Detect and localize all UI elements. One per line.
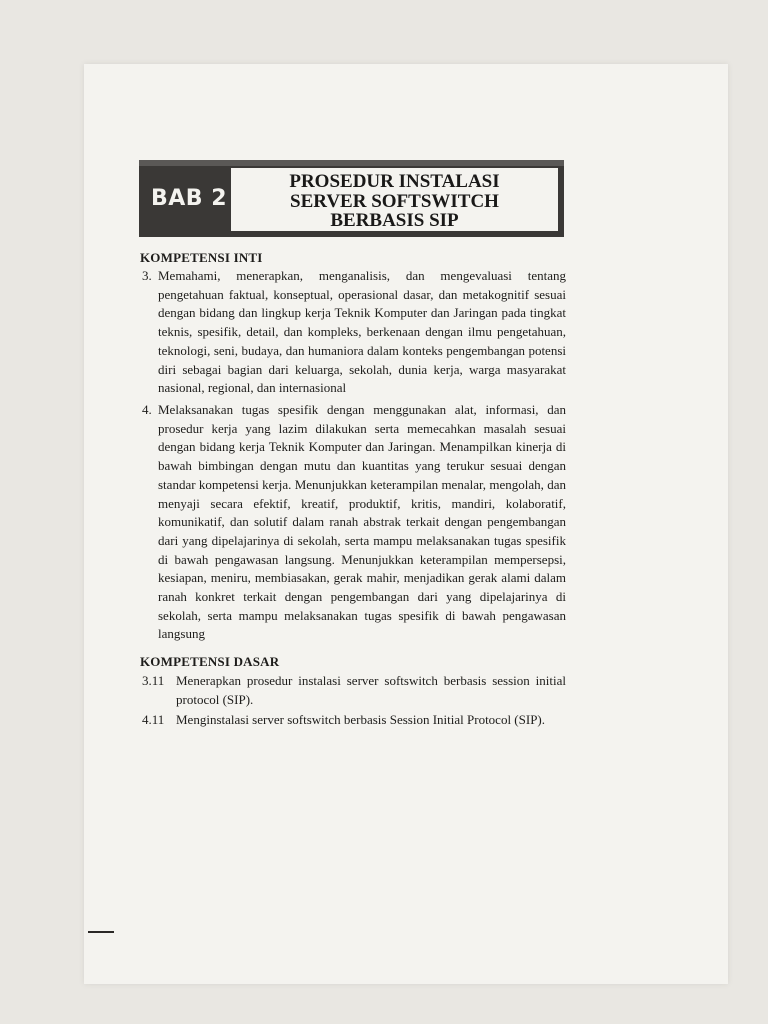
chapter-title-panel xyxy=(231,168,558,231)
kompetensi-inti-heading: KOMPETENSI INTI xyxy=(140,250,263,265)
chapter-title-line: SERVER SOFTSWITCH xyxy=(290,190,499,212)
item-text: Melaksanakan tugas spesifik dengan menggunakan alat, informasi, dan prosedur kerja yang lazim dilakukan serta memecahkan masalah sesuai dengan bidang kerja Teknik Komputer dan Jaringan. Menampilkan kinerja di bawah bimbingan dengan mutu dan kuantitas yang terukur sesuai dengan standar kompetensi kerja. Menunjukkan keterampilan menalar, mengolah, dan menyaji secara efektif, kreatif, produktif, kritis, mandiri, kolaboratif, komunikatif, dan solutif dalam ranah abstrak terkait dengan pengembangan dari yang dipelajarinya di sekolah, serta mampu melaksanakan tugas spesifik di bawah pengawasan langsung. Menunjukkan keterampilan mempersepsi, kesiapan, meniru, membiasakan, gerak mahir, menjadikan gerak alami dalam ranah konkret terkait dengan pengembangan dari yang dipelajarinya di sekolah, serta mampu melaksanakan tugas spesifik di bawah pengawasan langsung xyxy=(158,402,566,642)
chapter-header xyxy=(139,160,564,237)
item-text: Memahami, menerapkan, menganalisis, dan mengevaluasi tentang pengetahuan faktual, konseptual, operasional dasar, dan metakognitif sesuai dengan bidang dan lingkup kerja Teknik Komputer dan Jaringan pada tingkat teknis, spesifik, detail, dan kompleks, berkenaan dengan ilmu pengetahuan, teknologi, seni, budaya, dan humaniora dalam konteks pengembangan potensi diri sebagai bagian dari keluarga, sekolah, dunia kerja, warga masyarakat nasional, regional, dan internasional xyxy=(158,268,566,396)
chapter-title-line: BERBASIS SIP xyxy=(330,210,459,231)
header-top-band xyxy=(139,160,564,166)
item-text: Menginstalasi server softswitch berbasis Session Initial Protocol (SIP). xyxy=(176,712,546,727)
kompetensi-dasar-heading: KOMPETENSI DASAR xyxy=(140,654,280,669)
chapter-title xyxy=(231,172,558,231)
chapter-title-line: PROSEDUR INSTALASI xyxy=(289,171,500,192)
kompetensi-dasar-item xyxy=(142,672,566,709)
item-number: 4. xyxy=(142,402,152,417)
item-number: 4.11 xyxy=(142,712,165,727)
chapter-number-label: BAB 2 xyxy=(151,186,228,211)
page-edge-mark xyxy=(88,931,114,933)
kompetensi-dasar-item xyxy=(142,711,566,730)
item-number: 3. xyxy=(142,268,152,283)
kompetensi-inti-item xyxy=(142,267,566,398)
kompetensi-inti-item xyxy=(142,401,566,644)
item-number: 3.11 xyxy=(142,673,165,688)
item-text: Menerapkan prosedur instalasi server softswitch berbasis session initial protocol (SIP). xyxy=(176,673,566,707)
